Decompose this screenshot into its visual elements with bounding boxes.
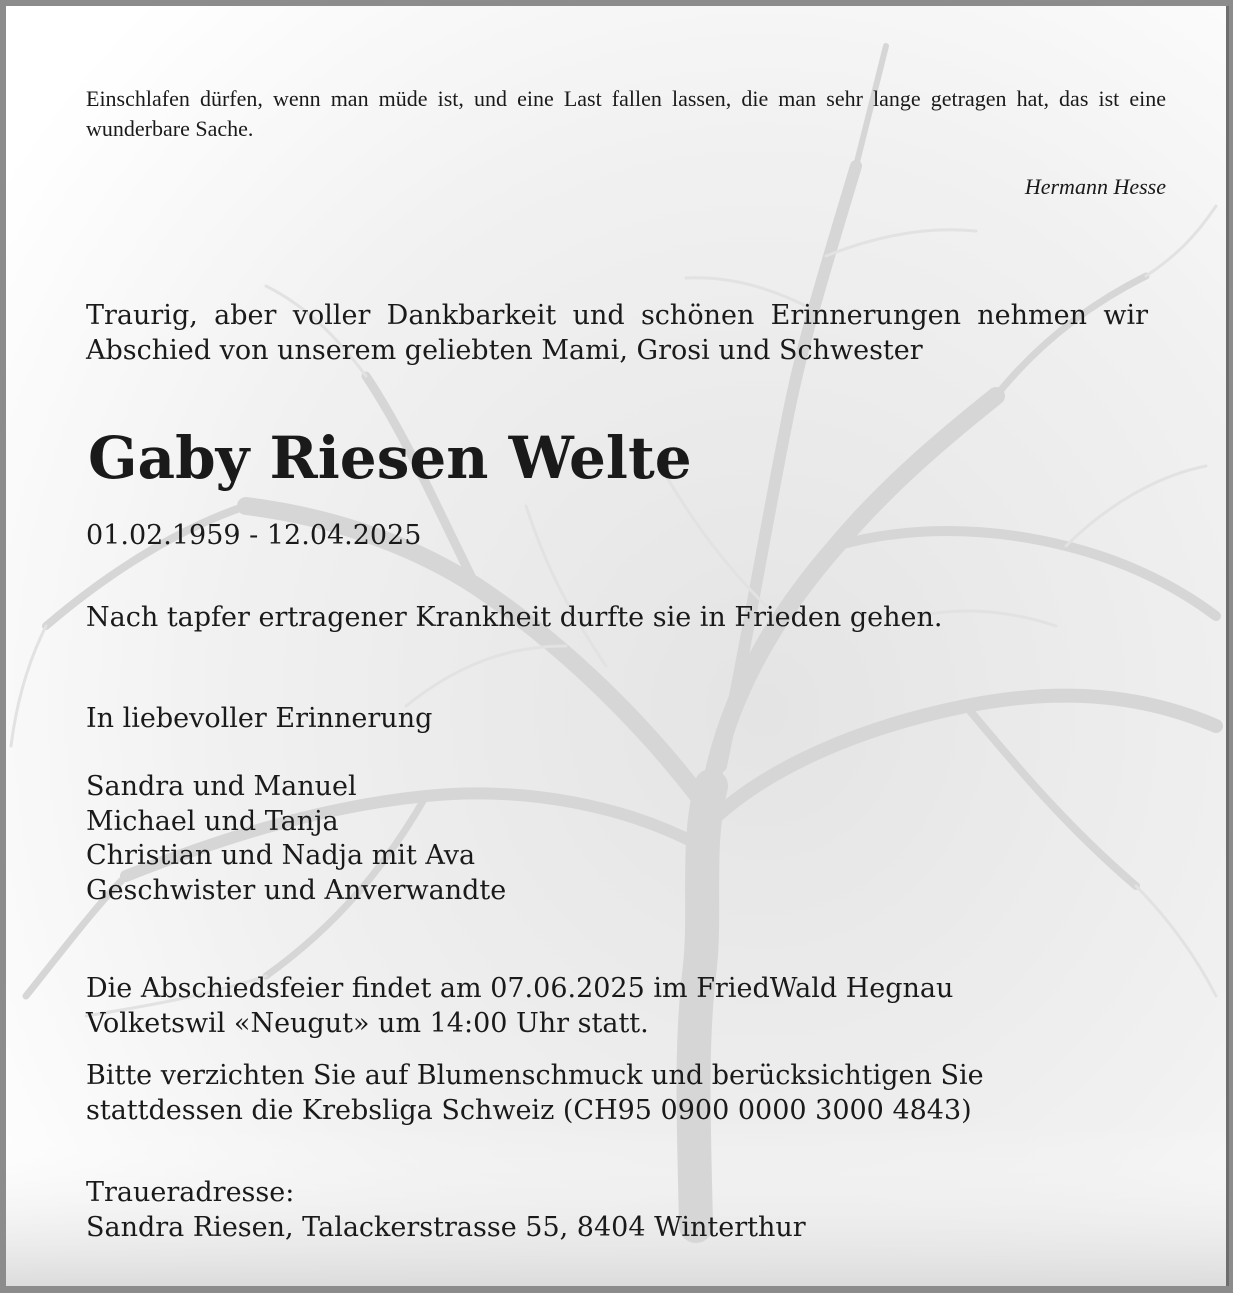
donation-info	[86, 1059, 984, 1128]
mourning-address	[86, 1176, 806, 1245]
passing-note: Nach tapfer ertragener Krankheit durfte sie in Frieden gehen.	[86, 602, 943, 633]
ceremony-info	[86, 972, 953, 1041]
donation-line: stattdessen die Krebsliga Schweiz (CH95 0900 0000 3000 4843)	[86, 1094, 972, 1126]
ceremony-line: Volketswil «Neugut» um 14:00 Uhr statt.	[86, 1007, 649, 1039]
remembrance-heading: In liebevoller Erinnerung	[86, 703, 433, 734]
mourner-item: Geschwister und Anverwandte	[86, 874, 507, 906]
address-value: Sandra Riesen, Talackerstrasse 55, 8404 Winterthur	[86, 1211, 806, 1243]
mourner-item: Michael und Tanja	[86, 805, 339, 837]
mourner-item: Christian und Nadja mit Ava	[86, 840, 476, 871]
mourner-item: Sandra und Manuel	[86, 771, 357, 802]
quote-author: Hermann Hesse	[1024, 174, 1166, 199]
address-label: Traueradresse:	[86, 1177, 295, 1208]
intro-text: Traurig, aber voller Dankbarkeit und schönen Erinnerungen nehmen wir Abschied von unserem geliebten Mami, Grosi und Schwester	[86, 300, 1148, 366]
obituary-sheet	[6, 6, 1229, 1286]
mourners-list	[86, 770, 506, 908]
life-dates: 01.02.1959 - 12.04.2025	[86, 520, 422, 551]
deceased-name: Gaby Riesen Welte	[88, 424, 692, 492]
ceremony-line: Die Abschiedsfeier findet am 07.06.2025 im FriedWald Hegnau	[86, 973, 954, 1004]
quote-text: Einschlafen dürfen, wenn man müde ist, und eine Last fallen lassen, die man sehr lange getragen hat, das ist eine wunderbare Sache.	[86, 86, 1166, 141]
donation-line: Bitte verzichten Sie auf Blumenschmuck und berücksichtigen Sie	[86, 1060, 984, 1091]
